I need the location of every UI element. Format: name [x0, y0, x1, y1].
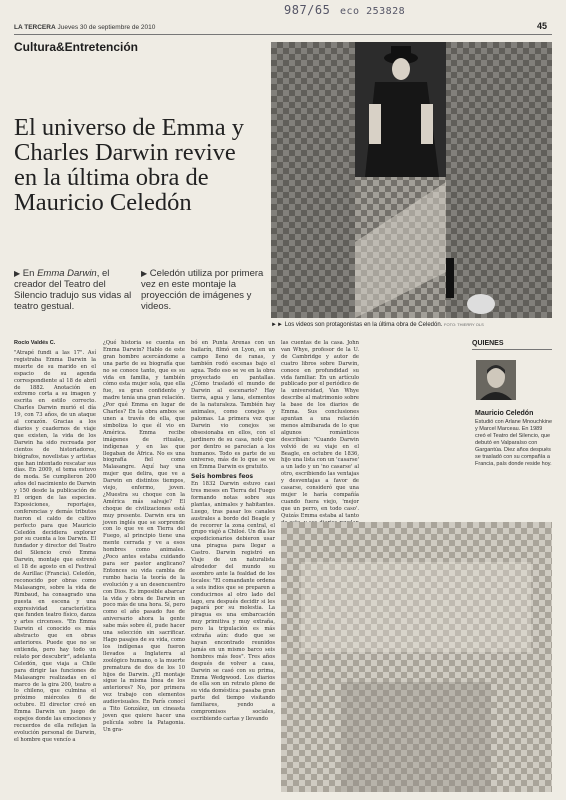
- stage-photo-image: [271, 42, 552, 318]
- stage-photo: [271, 42, 552, 318]
- column-3-text: bó en Punta Arenas con un bailarín, filmó en Lyon, en un campo lleno de ranas, y también rodó escenas bajo el agua. Todo eso se ve en la obra proyectado en pantallas. ¿Cómo trasladó el mundo de Darwin al escenario? Hay tierra, agua y lana, elementos de la naturaleza. También hay animales, como conejos y palomas. La primera vez que Darwin vio conejos se obsesionaba en ellos, con el jardinero de su casa, notó que por dentro se parecían a los humanos. Todo es parte de su universo, más de lo que se ve en Emma Darwin es gratuito.: [191, 340, 275, 471]
- profile-bio: Estudió con Arlane Mnouchkine y Marcel Marceau. En 1989 creó el Teatro del Silencio, que debutó en Valparaíso con Gargantúa. Diez años después se trasladó con su compañía a Francia, país donde reside hoy.: [475, 419, 553, 467]
- lead-1-pre: En: [22, 268, 35, 279]
- headline-line-3: en la última obra de: [14, 164, 209, 191]
- lead-2-text: Celedón utiliza por primera vez en este montaje la proyección de imágenes y videos.: [141, 268, 264, 312]
- headline-line-2: Charles Darwin revive: [14, 139, 236, 166]
- column-2-text: ¿Qué historia se cuenta en Emma Darwin? Hablo de este gran hombre acercándome a una parte de su biografía que no se conoce tanto, que es su vida en familia, y también cómo esta mujer sola, que ella fue, su gran confidente y madre tenía una gran relación. ¿Por qué Emma en lugar de Charles? En la obra ambos se unen a través de ella, que simboliza lo que él vio en América. Emma recibe imágenes de rituales, indígenas y en las que llegaban de África. No es una biografía fiel como Malasangre. Aquí hay una mujer que delira, que ve a Darwin en distintos tiempos, viejo, enfermo, joven. ¿Muestra su choque con la América más salvaje? El choque de civilizaciones está muy presente. Darwin era un joven inglés que se sorprende con lo que ve en Tierra del Fuego, al principio tiene una mente cerrada y ve a esos hombres como animales. ¿Poco antes estaba cuidando para ser pastor anglicano? Entonces su vida cambia de rumbo hacia la teoría de la evolución y a un desencuentro con Dios. Es imposible abarcar la vida y obra de Darwin en poco más de una hora. Sí, pero como el año pasado fue de aniversario ahora la gente sabe más sobre él, pude hacer una selección sin sacrificar. Hago pasajes de su vida, como los indígenas que fueron llevados a Inglaterra al zoológico humano, o la muerte prematura de dos de los 10 hijos de Darwin. ¿El montaje sigue la misma línea de los anteriores? No, por primera vez trabajo con elementos audiovisuales. En París conocí a Tito González, un cineasta joven que quiere hacer una película sobre la Patagonia. Un gra-: [103, 340, 185, 733]
- headline: [14, 115, 268, 215]
- byline: Rocío Valdés C.: [14, 340, 56, 346]
- lead-1-post: , el creador del Teatro del Silencio tradujo sus vidas al teatro gestual.: [14, 268, 132, 312]
- quienes-rule: [472, 349, 552, 350]
- issue-date: Jueves 30 de septiembre de 2010: [57, 24, 156, 31]
- darwin-photo: [281, 522, 552, 792]
- quienes-title: QUIENES: [472, 340, 504, 347]
- bullet-triangle-icon: ▶: [14, 269, 21, 278]
- profile-name: Mauricio Celedón: [475, 410, 534, 417]
- portrait-image: [476, 360, 516, 400]
- photo-caption-line: [271, 322, 484, 328]
- header-rule: [14, 34, 552, 35]
- photo-caption: Los videos son protagonistas en la última obra de Celedón.: [284, 322, 443, 328]
- lead-1-work-title: Emma Darwin: [37, 268, 97, 279]
- lead-block-2: [141, 268, 265, 312]
- handwritten-code: eco 253828: [340, 6, 406, 17]
- bullet-triangle-icon: ▶: [141, 269, 148, 278]
- caption-arrow-icon: ►►: [271, 322, 283, 328]
- handwritten-reference: 987/65: [284, 3, 331, 17]
- section-title: Cultura&Entretención: [14, 40, 139, 54]
- body-column-4: [281, 340, 359, 519]
- page-number: 45: [537, 21, 548, 31]
- column-1-text: "Atrapé fundi a las 17". Así registraba Emma Darwin la muerte de su marido en el espacio de su agenda correspondiente al 18 de abril de 1882. Anotación en extremo corta a su imagen y escrita en estilo correcto. Charles Darwin murió el día 19, con 73 años, de un ataque al corazón. Gracias a los diarios y cuadernos de viaje que existen, la vida de los Darwin ha sido recreada por cientos de historiadores, biógrafos, novelistas y artistas que han intentado rescatar sus días. En 2009, el tema estuvo de moda. Se cumplieron 200 años del nacimiento de Darwin y 150 desde la publicación de El origen de las especies. Exposiciones, reportajes, conferencias y demás tributos fueron el caldo de cultivo perfecto para que Mauricio Celedón decidiera explorar por su cuenta a los Darwin. El fundador y director del Teatro del Silencio creó Emma Darwin, montaje que estrenó el 18 de agosto en el Festival de Aurillac (Francia). Celedón, reconocido por obras como Malasangre, sobre la vida de Rimbaud, ha consagrado una puesta en escena y una expresividad característica que funden teatro físico, danza y artes circenses. "En Emma Darwin el conocido es más abstracto que en obras anteriores. Puede que no se entienda, pero hay todo un relato por descubrir", adelanta Celedón, que viaja a Chile para dirigir las funciones de Malasangre realizadas en el marco de la gira 200, teatro a lo chileno, que culmina el próximo miércoles 6 de octubre. El director creó en Emma Darwin un juego de espejos donde las emociones y recuerdos de ella reflejan la evolución personal de Darwin, el hombre que vencío a: [14, 350, 96, 743]
- headline-line-1: El universo de Emma y: [14, 114, 244, 141]
- body-column-2: [103, 340, 185, 792]
- photo-credit: FOTO: THIERRY OLS: [444, 322, 484, 327]
- newspaper-header: [14, 24, 155, 31]
- body-column-1: [14, 350, 96, 792]
- column-3b-text: En 1832 Darwin estuvo casi tres meses en Tierra del Fuego formando notas sobre sus plantas, animales y habitantes. Luego, tras pasar los canales australes a bordo del Beagle y de recorrer la zona central, el grupo viajó a Chiloé. Un día los expedicionarios debieron usar una piragua para llegar a Castro. Darwin registró en Viaje de un naturalista alrededor del mundo su asombro ante la fealdad de los locales: "El comandante ordena a seis indios que se preparen a conducirnos al otro lado del lago, era después decidir si les pagará por su molestia. La piragua es una embarcación muy primitiva y muy extraña, pero la tripulación es más extraña aún: dudo que se hayan encontrado reunidos jamás en un mismo barco seis hombres más feos". Tres años después de volver a casa, Darwin se casó con su prima, Emma Wedgwood. Los diarios de ella son un retrato pleno de su vida doméstica: pasaba gran parte del tiempo visitando familiares, yendo a compromisos sociales, escribiendo cartas y llevando: [191, 481, 275, 722]
- darwin-photo-image: [281, 522, 552, 792]
- headline-line-4: Mauricio Celedón: [14, 189, 192, 216]
- body-column-3: [191, 340, 275, 792]
- subheading-seis-hombres-feos: Seis hombres feos: [191, 473, 254, 481]
- column-4-text: las cuentas de la casa. John van Whye, profesor de la U. de Cambridge y autor de cuatro libros sobre Darwin, conoce en profundidad su vida familiar. En un artículo publicado por el periódico de la universidad, Van Whye describe al matrimonio sobre la base de los diarios de Emma. Sus conclusiones apuntan a una relación menos almibarada de lo que algunos románticos describían: "Cuando Darwin volvió de su viaje en el Beagle, en octubre de 1836, hijo una lista con un 'casarse' a un lado y un 'no casarse' al otro, escribiendo las ventajas y desventajas a favor de casarse, consideró que una mujer le haría compañía cuando fuera viejo, 'mejor que un perro, en todo caso'. Quizás Emma estaba al tanto: [281, 340, 359, 519]
- quienes-box: [472, 340, 552, 350]
- author-portrait: [476, 360, 516, 400]
- newspaper-name: LA TERCERA: [14, 24, 56, 31]
- lead-block-1: [14, 268, 136, 312]
